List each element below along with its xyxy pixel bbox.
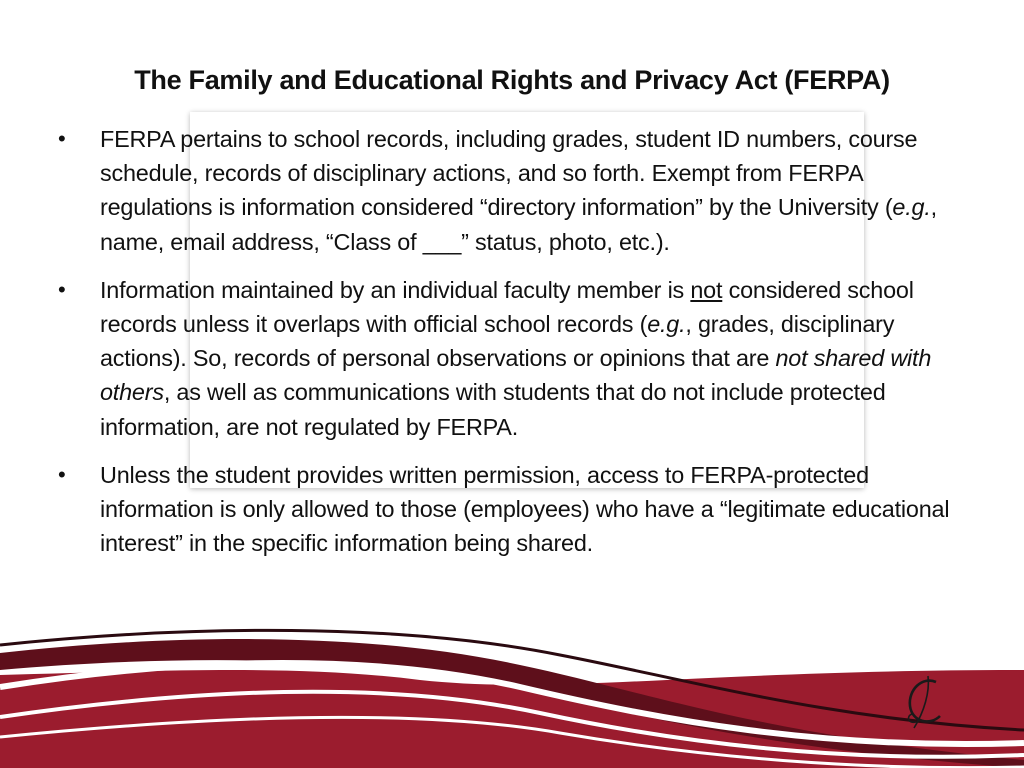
bullet-icon: • [58,276,66,302]
bullet-text-underlined: not [690,276,723,303]
bullet-list [58,122,970,574]
bullet-text: , grades, disciplinary actions). So, records of personal observations or opinions that are [100,311,895,372]
bullet-text-italic: not shared with others [100,345,932,406]
script-c-logo-icon [900,672,948,732]
bullet-text: FERPA pertains to school records, including grades, student ID numbers, course schedule, records of disciplinary actions, and so forth. Exempt from FERPA regulations is information considered “directory information” by the University ( [100,126,918,221]
bullet-icon: • [58,461,66,487]
bullet-icon: • [58,126,66,151]
bullet-text: , as well as communications with students that do not include protected information, are not regulated by FERPA. [100,379,886,440]
bullet-text: Unless the student provides written permission, access to FERPA-protected information is only allowed to those (employees) who have a “legitimate educational interest” in the specific information being shared. [100,461,950,557]
bullet-text: Information maintained by an individual faculty member is [100,276,691,303]
bullet-text-italic: e.g. [892,194,931,221]
bullet-item-faculty-records [58,273,970,444]
bullet-text: , name, email address, “Class of ___” status, photo, etc.). [100,194,937,255]
footer-wave-decoration [0,625,1024,768]
bullet-text: considered school records unless it overlaps with official school records ( [100,276,914,338]
bullet-text-italic: e.g. [647,311,686,338]
bullet-item-directory-info [58,122,970,259]
slide-title: The Family and Educational Rights and Privacy Act (FERPA) [134,65,890,95]
bullet-item-permission [58,458,970,561]
